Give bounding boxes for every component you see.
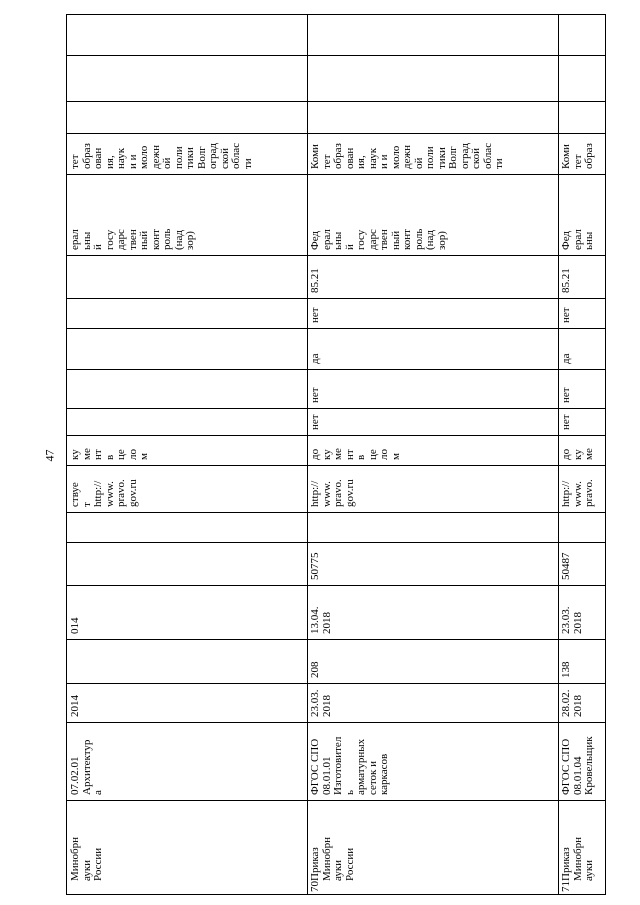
cell-c2: нет [560, 387, 572, 403]
cell-org2: Коми тет образ ован ия, наук и и моло дежн ой поли тики Волг оград ской облас ти [309, 142, 505, 169]
rule [67, 639, 605, 640]
rule [67, 133, 605, 134]
cell-c4: нет [560, 307, 572, 323]
cell-num: 138 [560, 661, 572, 678]
rule [67, 435, 605, 436]
cell-date2: 23.03. 2018 [560, 606, 584, 634]
cell-num: 208 [309, 661, 321, 678]
cell-body: Приказ Минобрн ауки России [309, 836, 356, 881]
rule [67, 174, 605, 175]
page-number: 47 [42, 449, 57, 462]
rule [67, 101, 605, 102]
cell-org1: ерал ьны й госу дарс твен ный конт роль (над зор) [69, 228, 196, 250]
rule [67, 542, 605, 543]
cell-date1: 2014 [69, 695, 81, 717]
rule [67, 465, 605, 466]
cell-c1: нет [309, 414, 321, 430]
cell-org1: Фед ерал ьны [560, 229, 595, 250]
cell-doc: ФГОС СПО 08.01.01 Изготовител ь арматурных сеток и каркасов [309, 736, 390, 795]
cell-org2: Коми тет образ [560, 143, 595, 169]
cell-reg: 50775 [309, 552, 321, 580]
cell-c3: да [560, 353, 572, 364]
rule [67, 512, 605, 513]
rule [558, 15, 559, 894]
cell-doc: 07.02.01 Архитектур а [69, 739, 104, 795]
cell-date2: 13.04. 2018 [309, 606, 333, 634]
cell-c4: нет [309, 307, 321, 323]
cell-url: ствуе т http:// www. pravo. gov.ru [69, 479, 139, 507]
rule [67, 585, 605, 586]
cell-date2: 014 [69, 617, 81, 634]
rule [67, 683, 605, 684]
rule [67, 722, 605, 723]
rule [67, 328, 605, 329]
cell-c3: да [309, 353, 321, 364]
cell-body: Приказ Минобрн ауки [560, 836, 595, 881]
cell-code: 85.21 [560, 268, 572, 293]
cell-c1: нет [560, 414, 572, 430]
cell-url: http:// www. pravo. [560, 479, 595, 507]
cell-doc: ФГОС СПО 08.01.04 Кровельщик [560, 736, 595, 795]
cell-date1: 23.03. 2018 [309, 689, 333, 717]
cell-date1: 28.02. 2018 [560, 689, 584, 717]
rule [67, 408, 605, 409]
rotated-table [66, 14, 606, 895]
cell-no: 71 [560, 881, 572, 892]
rule [67, 369, 605, 370]
cell-url: http:// www. pravo. gov.ru [309, 479, 356, 507]
rule [67, 55, 605, 56]
rule [67, 255, 605, 256]
cell-org2: тет образ ован ия, наук и и моло дежн ой поли тики Волг оград ской облас ти [69, 142, 254, 169]
cell-reg: 50487 [560, 552, 572, 580]
cell-no: 70 [309, 881, 321, 892]
cell-org1: Фед ерал ьны й госу дарс твен ный конт роль (над зор) [309, 228, 448, 250]
cell-body: Минобрн ауки России [69, 836, 104, 881]
cell-doc-status: до ку ме [560, 448, 595, 460]
cell-doc-status: ку ме нт в це ло м [69, 448, 150, 460]
cell-c2: нет [309, 387, 321, 403]
rule [67, 800, 605, 801]
cell-code: 85.21 [309, 268, 321, 293]
rule [67, 298, 605, 299]
rule [307, 15, 308, 894]
cell-doc-status: до ку ме нт в це ло м [309, 448, 402, 460]
